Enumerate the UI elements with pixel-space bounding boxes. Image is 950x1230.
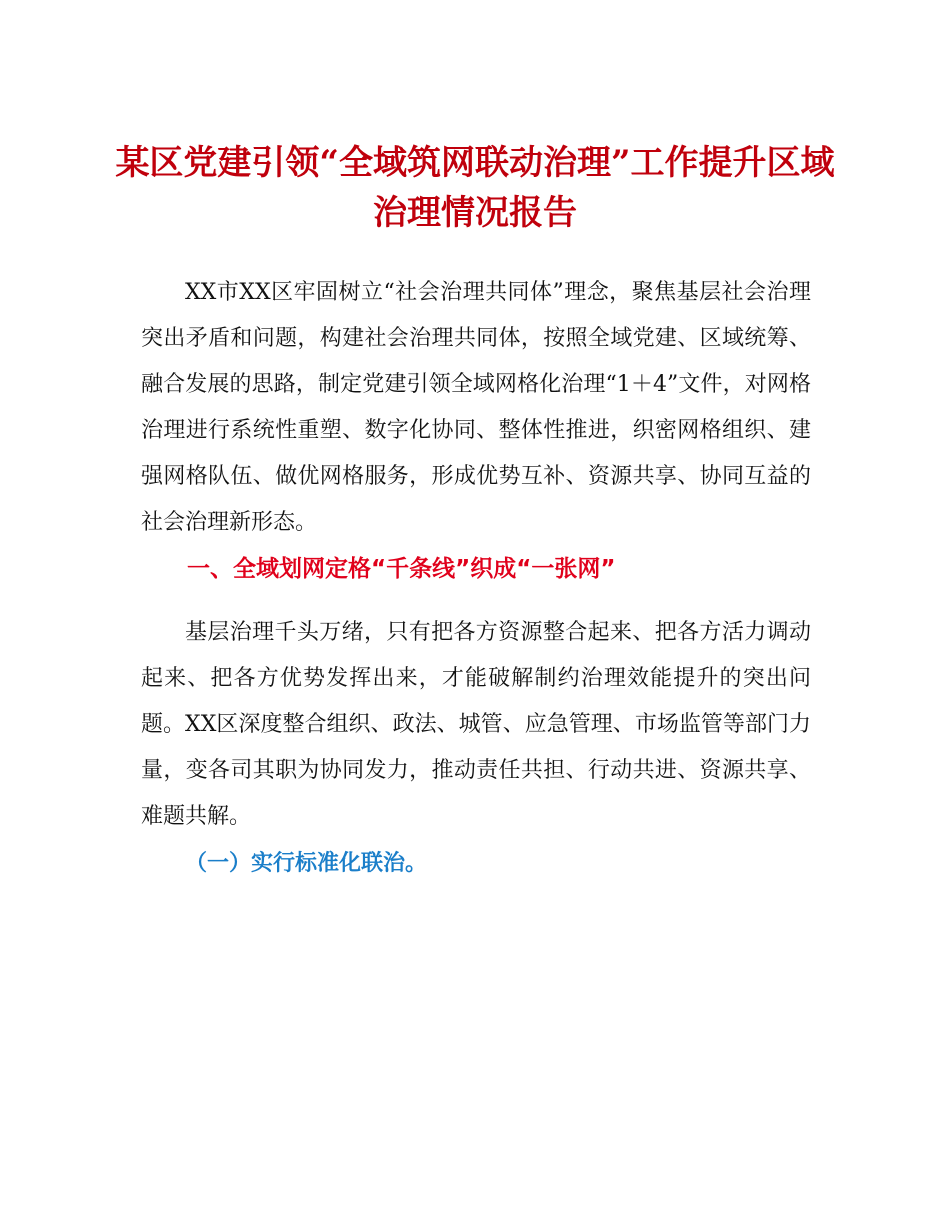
intro-paragraph: XX市XX区牢固树立“社会治理共同体”理念，聚焦基层社会治理突出矛盾和问题，构建社会治理共同体，按照全域党建、区域统筹、融合发展的思路，制定党建引领全域网格化治理“1＋4”文件，对网格治理进行系统性重塑、数字化协同、整体性推进，织密网格组织、建强网格队伍、做优网格服务，形成优势互补、资源共享、协同互益的社会治理新形态。 (141, 280, 811, 535)
section-heading-1: 一、全域划网定格“千条线”织成“一张网” (187, 556, 616, 582)
subsection-heading-1: （一）实行标准化联治。 (185, 850, 428, 876)
page-title: 某区党建引领“全域筑网联动治理”工作提升区域治理情况报告 (115, 143, 835, 233)
section1-paragraph: 基层治理千头万绪，只有把各方资源整合起来、把各方活力调动起来、把各方优势发挥出来，才能破解制约治理效能提升的突出问题。XX区深度整合组织、政法、城管、应急管理、市场监管等部门力量，变各司其职为协同发力，推动责任共担、行动共进、资源共享、难题共解。 (141, 620, 811, 829)
